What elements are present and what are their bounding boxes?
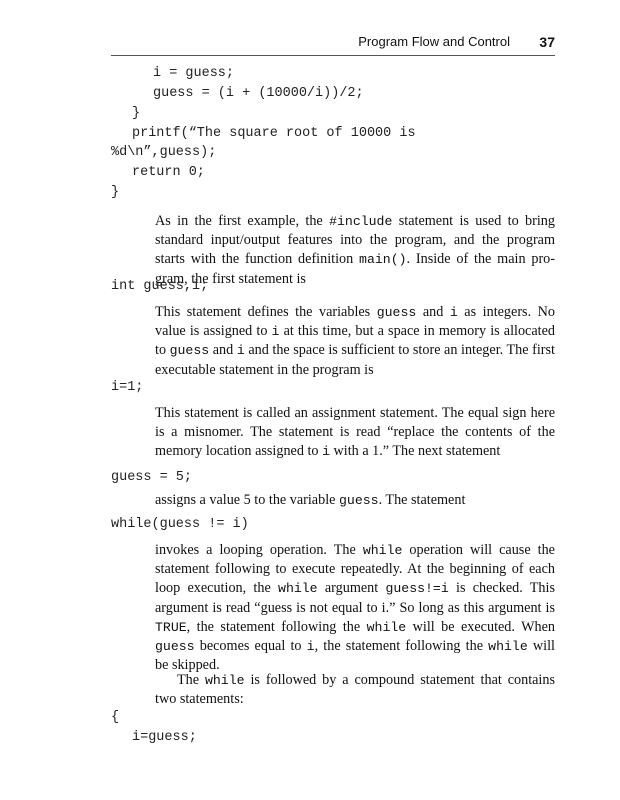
paragraph-include: As in the first example, the #include statement is used to bring standard input/output features into the program, and the program starts with the function definition main(). Inside of the main pro-gram, the first statement is xyxy=(155,213,555,287)
code-line: printf(“The square root of 10000 is xyxy=(132,126,416,141)
code-guess: guess = 5; xyxy=(111,470,193,485)
code-line: } xyxy=(132,106,141,121)
paragraph-variables: This statement defines the variables guess and i as integers. No value is assigned to i at this time, but a space in memory is allocated to guess and i and the space is sufficient to store an integer. The first executable statement in the program is xyxy=(155,304,555,378)
code-declaration: int guess,i; xyxy=(111,279,209,294)
code-while: while(guess != i) xyxy=(111,517,249,532)
code-line: } xyxy=(111,185,120,200)
paragraph-compound: The while is followed by a compound statement that contains two statements: xyxy=(155,672,555,708)
code-assignment: i=1; xyxy=(111,380,144,395)
chapter-title: Program Flow and Control xyxy=(358,34,510,49)
code-line: i = guess; xyxy=(153,66,235,81)
page-number: 37 xyxy=(539,34,555,50)
code-line: { xyxy=(111,710,120,725)
code-line: i=guess; xyxy=(132,730,197,745)
running-header xyxy=(111,34,555,52)
paragraph-loop: invokes a looping operation. The while operation will cause the statement following to execute repeatedly. At the beginning of each loop execution, the while argument guess!=i is checked. This argument is read “guess is not equal to i.” So long as this argument is TRUE, the statement following the while will be executed. When guess becomes equal to i, the statement following the while will be skipped. xyxy=(155,542,556,674)
paragraph-assignment: This statement is called an assignment statement. The equal sign here is a misnomer. The statement is read “replace the contents of the memory location assigned to i with a 1.” The next statement xyxy=(155,405,555,460)
code-line: guess = (i + (10000/i))/2; xyxy=(153,86,364,101)
code-line: %d\n”,guess); xyxy=(111,145,217,160)
paragraph-assigns: assigns a value 5 to the variable guess. The statement xyxy=(155,492,466,508)
header-rule xyxy=(111,55,555,56)
code-line: return 0; xyxy=(132,165,205,180)
